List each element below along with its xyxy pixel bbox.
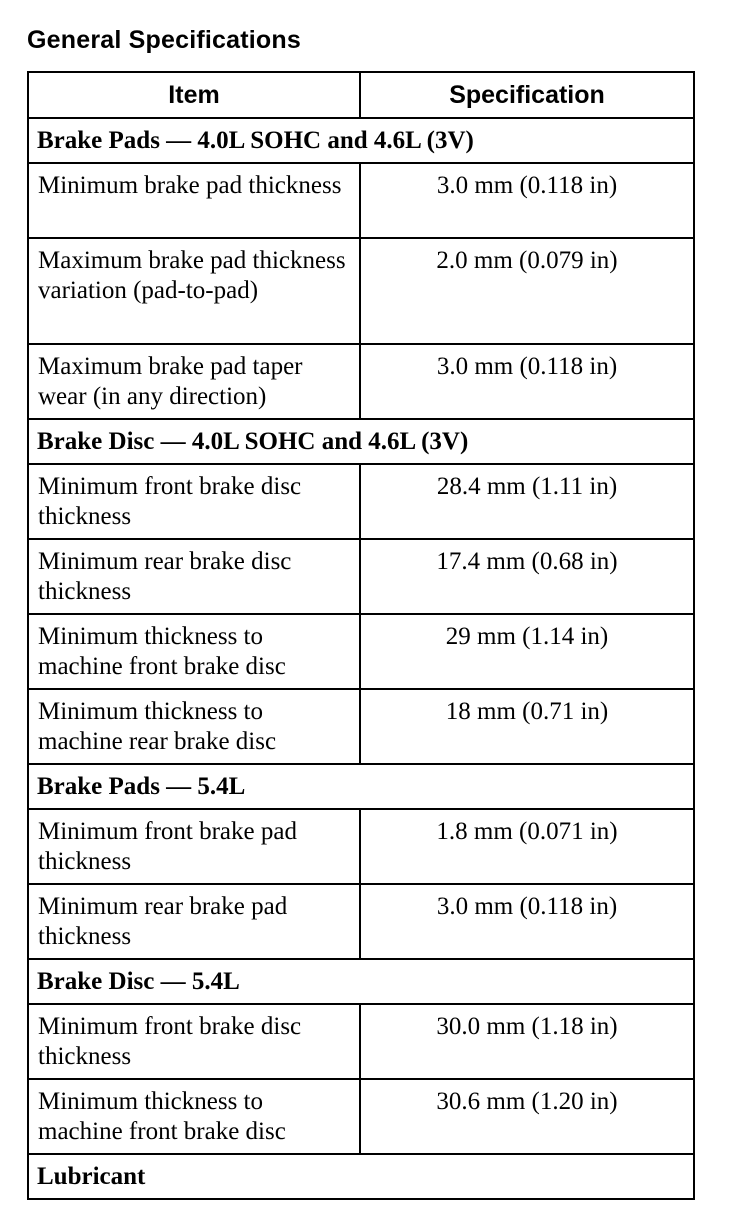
item-cell: Minimum front brake disc thickness [28,1004,360,1079]
page-title: General Specifications [27,26,301,54]
section-row [28,419,694,464]
item-cell: Minimum thickness to machine front brake disc [28,1079,360,1154]
table-row [28,344,694,419]
column-header-item: Item [28,72,360,118]
spec-cell: 3.0 mm (0.118 in) [360,344,694,419]
spec-cell: 1.8 mm (0.071 in) [360,809,694,884]
header-row [28,72,694,118]
item-cell: Minimum brake pad thickness [28,163,360,238]
spec-cell: 28.4 mm (1.11 in) [360,464,694,539]
spec-cell: 2.0 mm (0.079 in) [360,238,694,344]
spec-table [27,71,695,1200]
table-row [28,238,694,344]
table-row [28,884,694,959]
spec-cell: 3.0 mm (0.118 in) [360,884,694,959]
spec-cell: 30.0 mm (1.18 in) [360,1004,694,1079]
item-cell: Maximum brake pad taper wear (in any direction) [28,344,360,419]
item-cell: Minimum rear brake disc thickness [28,539,360,614]
item-cell: Maximum brake pad thickness variation (pad-to-pad) [28,238,360,344]
section-row [28,1154,694,1199]
table-row [28,614,694,689]
section-row [28,118,694,163]
table-row [28,689,694,764]
spec-cell: 17.4 mm (0.68 in) [360,539,694,614]
spec-cell: 18 mm (0.71 in) [360,689,694,764]
spec-cell: 3.0 mm (0.118 in) [360,163,694,238]
table-row [28,809,694,884]
section-row [28,959,694,1004]
section-heading: Brake Disc — 4.0L SOHC and 4.6L (3V) [28,419,694,464]
section-heading: Brake Disc — 5.4L [28,959,694,1004]
section-heading: Brake Pads — 4.0L SOHC and 4.6L (3V) [28,118,694,163]
table-row [28,163,694,238]
item-cell: Minimum front brake pad thickness [28,809,360,884]
spec-cell: 29 mm (1.14 in) [360,614,694,689]
section-row [28,764,694,809]
item-cell: Minimum thickness to machine front brake disc [28,614,360,689]
column-header-specification: Specification [360,72,694,118]
item-cell: Minimum front brake disc thickness [28,464,360,539]
section-heading: Brake Pads — 5.4L [28,764,694,809]
table-row [28,1079,694,1154]
table-row [28,1004,694,1079]
item-cell: Minimum rear brake pad thickness [28,884,360,959]
table-row [28,539,694,614]
section-heading: Lubricant [28,1154,694,1199]
item-cell: Minimum thickness to machine rear brake disc [28,689,360,764]
spec-cell: 30.6 mm (1.20 in) [360,1079,694,1154]
table-row [28,464,694,539]
